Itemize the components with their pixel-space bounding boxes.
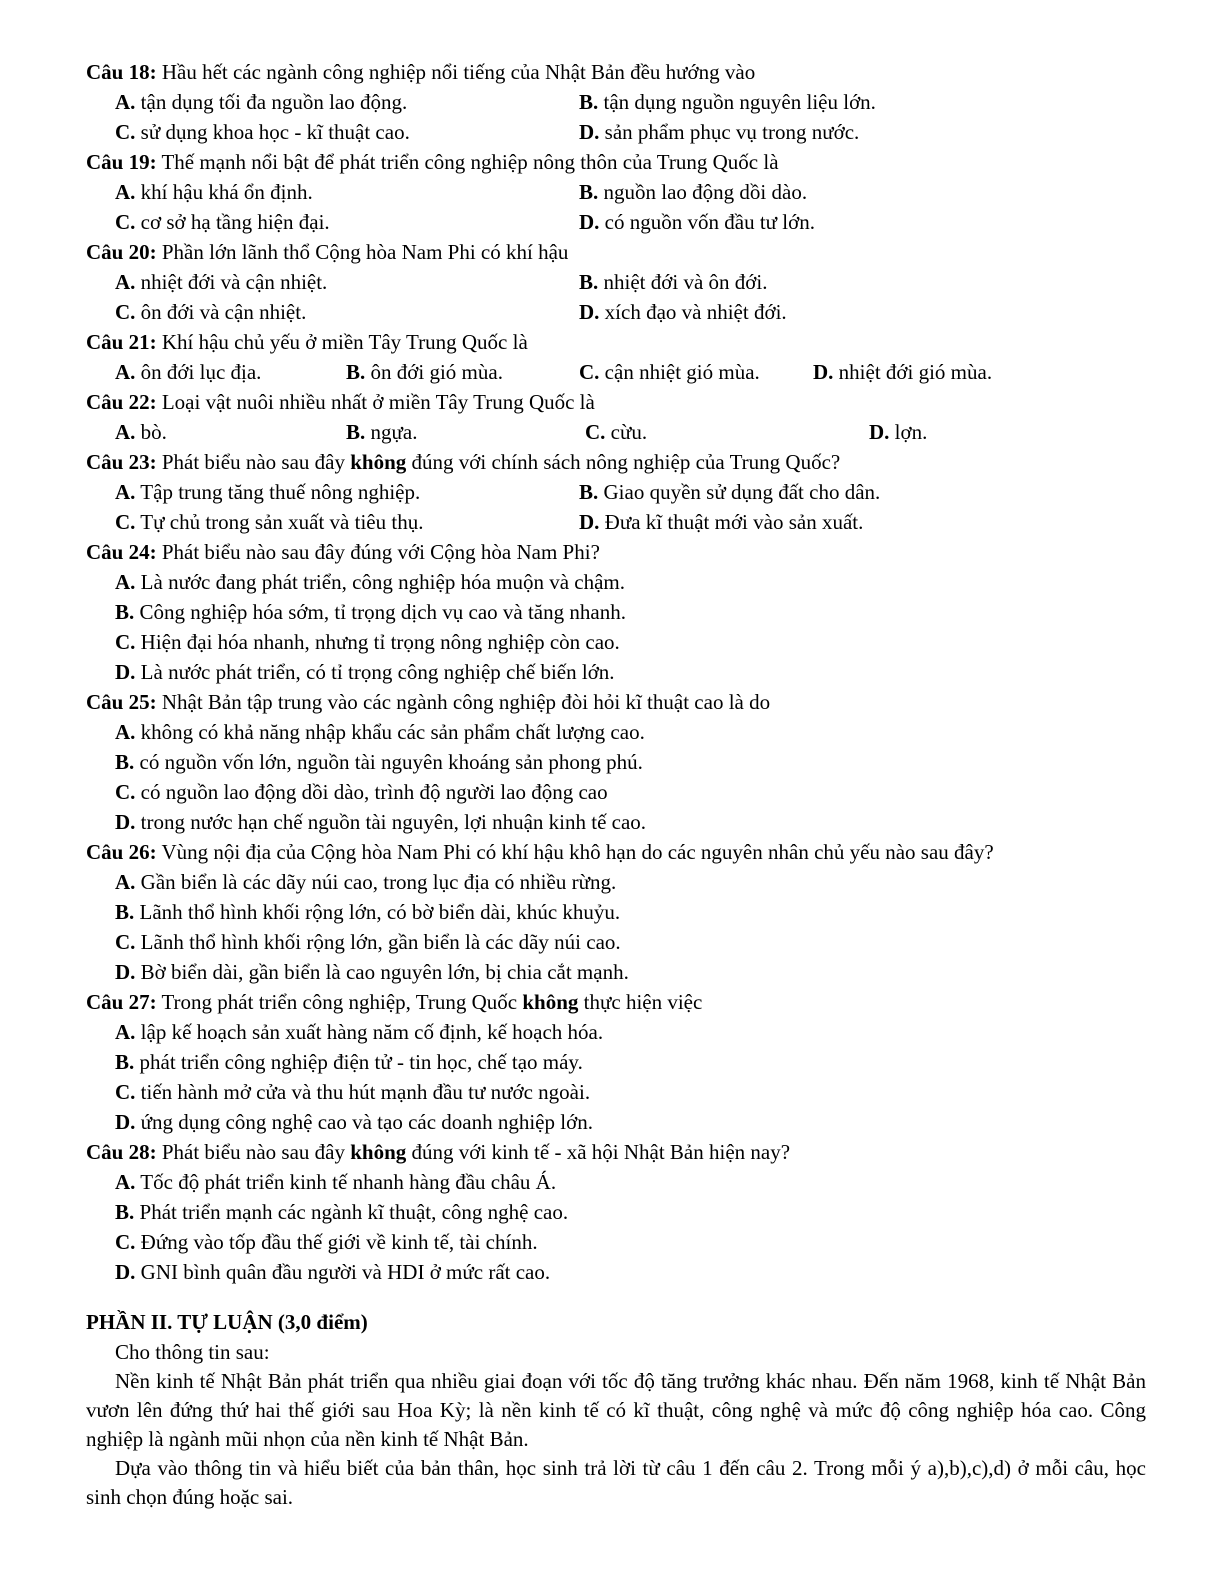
question-text-end: đúng với kinh tế - xã hội Nhật Bản hiện nay?: [411, 1140, 791, 1164]
option-c: C. có nguồn lao động dồi dào, trình độ người lao động cao: [115, 780, 608, 804]
option-c: C. tiến hành mở cửa và thu hút mạnh đầu tư nước ngoài.: [115, 1080, 591, 1104]
question-text: Phát biểu nào sau đây đúng với Cộng hòa Nam Phi?: [161, 540, 600, 564]
exam-page: [86, 57, 1146, 1512]
option-d: D. trong nước hạn chế nguồn tài nguyên, lợi nhuận kinh tế cao.: [115, 810, 647, 834]
option-c: C. Tự chủ trong sản xuất và tiêu thụ.: [115, 510, 424, 534]
emphasis-word: không: [350, 1140, 407, 1164]
question-text: Nhật Bản tập trung vào các ngành công nghiệp đòi hỏi kĩ thuật cao là do: [161, 690, 771, 714]
question-number: Câu 25:: [86, 690, 157, 714]
question-text: Loại vật nuôi nhiều nhất ở miền Tây Trung Quốc là: [161, 390, 595, 414]
option-d: D. lợn.: [869, 420, 928, 444]
option-c: C. Hiện đại hóa nhanh, nhưng tỉ trọng nông nghiệp còn cao.: [115, 630, 620, 654]
option-d: D. sản phẩm phục vụ trong nước.: [579, 120, 860, 144]
question-text: Phần lớn lãnh thổ Cộng hòa Nam Phi có khí hậu: [161, 240, 569, 264]
question-18: [86, 57, 1146, 87]
options-row: [86, 207, 1146, 237]
options-row: [86, 357, 1146, 387]
part2-heading: PHẦN II. TỰ LUẬN (3,0 điểm): [86, 1310, 368, 1334]
question-number: Câu 19:: [86, 150, 157, 174]
question-text: Thế mạnh nổi bật để phát triển công nghiệp nông thôn của Trung Quốc là: [161, 150, 779, 174]
options-row: [86, 417, 1146, 447]
question-22: [86, 387, 1146, 417]
question-text: Hầu hết các ngành công nghiệp nổi tiếng của Nhật Bản đều hướng vào: [161, 60, 756, 84]
option-b: B. ôn đới gió mùa.: [346, 360, 503, 384]
part2-paragraph-1: Nền kinh tế Nhật Bản phát triển qua nhiều giai đoạn với tốc độ tăng trưởng khác nhau. Đến năm 1968, kinh tế Nhật Bản vươn lên đứng thứ hai thế giới sau Hoa Kỳ; là nền kinh tế có kĩ thuật, công nghệ và mức độ công nghiệp hóa cao. Công nghiệp là ngành mũi nhọn của nền kinh tế Nhật Bản.: [86, 1369, 1146, 1451]
question-number: Câu 22:: [86, 390, 157, 414]
emphasis-word: không: [350, 450, 407, 474]
option-a: A. tận dụng tối đa nguồn lao động.: [115, 90, 408, 114]
option-b: B. nguồn lao động dồi dào.: [579, 180, 808, 204]
question-20: [86, 237, 1146, 267]
question-text: Trong phát triển công nghiệp, Trung Quốc: [161, 990, 518, 1014]
option-b: B. ngựa.: [346, 420, 418, 444]
options-row: [86, 87, 1146, 117]
options-row: [86, 477, 1146, 507]
question-number: Câu 27:: [86, 990, 157, 1014]
option-d: D. có nguồn vốn đầu tư lớn.: [579, 210, 815, 234]
options-row: [86, 177, 1146, 207]
option-c: C. Lãnh thổ hình khối rộng lớn, gần biển là các dãy núi cao.: [115, 930, 621, 954]
option-b: B. Phát triển mạnh các ngành kĩ thuật, công nghệ cao.: [115, 1200, 569, 1224]
option-b: B. có nguồn vốn lớn, nguồn tài nguyên khoáng sản phong phú.: [115, 750, 643, 774]
option-a: A. Gần biển là các dãy núi cao, trong lục địa có nhiều rừng.: [115, 870, 617, 894]
option-a: A. ôn đới lục địa.: [115, 360, 262, 384]
question-number: Câu 24:: [86, 540, 157, 564]
option-c: C. Đứng vào tốp đầu thế giới về kinh tế, tài chính.: [115, 1230, 538, 1254]
question-number: Câu 26:: [86, 840, 157, 864]
option-c: C. cơ sở hạ tầng hiện đại.: [115, 210, 330, 234]
option-b: B. Lãnh thổ hình khối rộng lớn, có bờ biển dài, khúc khuỷu.: [115, 900, 621, 924]
question-number: Câu 21:: [86, 330, 157, 354]
option-d: D. Bờ biển dài, gần biển là cao nguyên lớn, bị chia cắt mạnh.: [115, 960, 629, 984]
option-d: D. nhiệt đới gió mùa.: [813, 360, 993, 384]
question-28: [86, 1137, 1146, 1167]
part2-intro: Cho thông tin sau:: [115, 1340, 270, 1364]
option-d: D. xích đạo và nhiệt đới.: [579, 300, 787, 324]
option-a: A. Tốc độ phát triển kinh tế nhanh hàng đầu châu Á.: [115, 1170, 557, 1194]
question-24: [86, 537, 1146, 567]
options-row: [86, 267, 1146, 297]
option-b: B. nhiệt đới và ôn đới.: [579, 270, 768, 294]
question-27: [86, 987, 1146, 1017]
question-text: Phát biểu nào sau đây: [161, 1140, 345, 1164]
option-c: C. sử dụng khoa học - kĩ thuật cao.: [115, 120, 410, 144]
options-row: [86, 117, 1146, 147]
option-a: A. Tập trung tăng thuế nông nghiệp.: [115, 480, 421, 504]
option-a: A. Là nước đang phát triển, công nghiệp hóa muộn và chậm.: [115, 570, 626, 594]
emphasis-word: không: [522, 990, 579, 1014]
option-a: A. lập kế hoạch sản xuất hàng năm cố định, kế hoạch hóa.: [115, 1020, 604, 1044]
option-b: B. phát triển công nghiệp điện tử - tin học, chế tạo máy.: [115, 1050, 583, 1074]
question-text: Khí hậu chủ yếu ở miền Tây Trung Quốc là: [161, 330, 528, 354]
option-d: D. Đưa kĩ thuật mới vào sản xuất.: [579, 510, 864, 534]
question-19: [86, 147, 1146, 177]
option-d: D. GNI bình quân đầu người và HDI ở mức rất cao.: [115, 1260, 551, 1284]
option-a: A. khí hậu khá ổn định.: [115, 180, 313, 204]
question-number: Câu 23:: [86, 450, 157, 474]
option-d: D. Là nước phát triển, có tỉ trọng công nghiệp chế biến lớn.: [115, 660, 615, 684]
question-number: Câu 28:: [86, 1140, 157, 1164]
option-c: C. ôn đới và cận nhiệt.: [115, 300, 307, 324]
options-row: [86, 297, 1146, 327]
question-number: Câu 18:: [86, 60, 157, 84]
option-b: B. tận dụng nguồn nguyên liệu lớn.: [579, 90, 876, 114]
question-text: Phát biểu nào sau đây: [161, 450, 345, 474]
option-d: D. ứng dụng công nghệ cao và tạo các doanh nghiệp lớn.: [115, 1110, 593, 1134]
option-a: A. bò.: [115, 420, 167, 444]
question-text: Vùng nội địa của Cộng hòa Nam Phi có khí hậu khô hạn do các nguyên nhân chủ yếu nào sau đây?: [161, 840, 994, 864]
question-21: [86, 327, 1146, 357]
options-row: [86, 507, 1146, 537]
option-c: C. cận nhiệt gió mùa.: [579, 360, 760, 384]
question-text-end: đúng với chính sách nông nghiệp của Trung Quốc?: [411, 450, 841, 474]
question-25: [86, 687, 1146, 717]
question-23: [86, 447, 1146, 477]
question-text-end: thực hiện việc: [583, 990, 703, 1014]
option-a: A. nhiệt đới và cận nhiệt.: [115, 270, 328, 294]
option-c: C. cừu.: [585, 420, 648, 444]
option-a: A. không có khả năng nhập khẩu các sản phẩm chất lượng cao.: [115, 720, 645, 744]
option-b: B. Giao quyền sử dụng đất cho dân.: [579, 480, 881, 504]
question-26: [86, 837, 1146, 867]
question-number: Câu 20:: [86, 240, 157, 264]
option-b: B. Công nghiệp hóa sớm, tỉ trọng dịch vụ cao và tăng nhanh.: [115, 600, 626, 624]
part2-paragraph-2: Dựa vào thông tin và hiểu biết của bản thân, học sinh trả lời từ câu 1 đến câu 2. Trong mỗi ý a),b),c),d) ở mỗi câu, học sinh chọn đúng hoặc sai.: [86, 1456, 1146, 1509]
